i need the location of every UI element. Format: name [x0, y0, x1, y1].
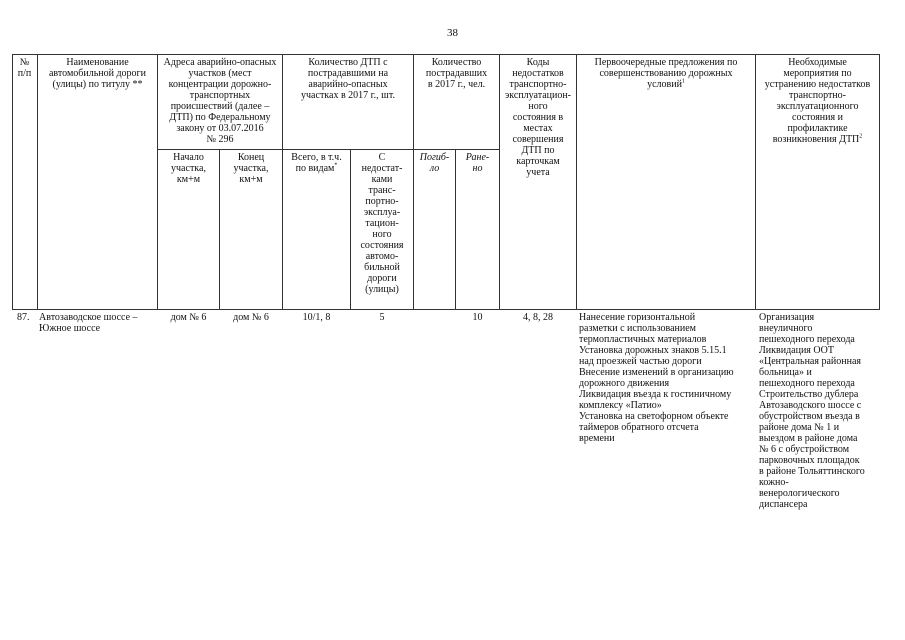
row-total: 10/1, 8 [302, 312, 331, 323]
col-border [12, 54, 13, 309]
row-proposals: Нанесение горизонтальной разметки с использованием термопластичных материалов Установка дорожных знаков 5.15.1 над проезжей частью дороги Внесение изменений в организацию дорожного движения Ликвидация въезда к гостиничному комплексу «Патио» Установка на светофорном объекте таймеров обратного отсчета времени [579, 312, 734, 444]
page-number: 38 [447, 27, 458, 39]
col-border [37, 54, 38, 309]
row-start: дом № 6 [170, 312, 207, 323]
header-dtp-defects: С недостат- ками транс- портно- эксплуа- тацион- ного состояния автомо- бильной дороги (улицы) [360, 152, 404, 295]
header-addresses: Адреса аварийно-опасных участков (мест концентрации дорожно- транспортных происшествий (далее – ДТП) по Федеральному закону от 03.07.2016 № 296 [163, 57, 277, 145]
header-dtp-total [283, 152, 350, 174]
header-measures [756, 57, 879, 145]
header-proposals-footnote: 1 [681, 78, 685, 85]
row-road: Автозаводское шоссе – Южное шоссе [39, 312, 138, 334]
col-border [576, 54, 577, 309]
header-num: № п/п [17, 57, 32, 79]
header-dtp-count: Количество ДТП с пострадавшими на аварийно-опасных участках в 2017 г., шт. [301, 57, 395, 101]
col-border [879, 54, 880, 309]
header-road-name: Наименование автомобильной дороги (улицы) по титулу ** [48, 57, 147, 90]
row-end: дом № 6 [233, 312, 269, 323]
subheader-line-victims [413, 149, 499, 150]
header-bottom-border [12, 309, 880, 310]
table-top-border [12, 54, 880, 55]
header-victims: Количество пострадавших в 2017 г., чел. [425, 57, 488, 90]
header-victims-injured: Ране- но [465, 152, 490, 174]
header-victims-dead: Погиб- ло [419, 152, 450, 174]
row-measures: Организация внеуличного пешеходного перехода Ликвидация ООТ «Центральная районная больница» и пешеходного перехода Строительство дублера Автозаводского шоссе с обустройством въезда в районе дома № 1 и выездом в районе дома № 6 с обустройством парковочных площадок в районе Тольяттинского кожно- венерологического диспансера [759, 312, 865, 510]
header-proposals [577, 57, 755, 90]
header-codes: Коды недостатков транспортно- эксплуатацион- ного состояния в местах совершения ДТП по карточкам учета [504, 57, 572, 178]
row-defects: 5 [379, 312, 385, 323]
header-dtp-total-text: Всего, в т.ч. по видам [291, 152, 342, 174]
subheader-line-left [157, 149, 413, 150]
row-codes: 4, 8, 28 [523, 312, 553, 323]
row-injured: 10 [472, 312, 483, 323]
header-proposals-text: Первоочередные предложения по совершенствованию дорожных условий [594, 57, 738, 90]
header-addr-start: Начало участка, км+м [171, 152, 206, 185]
header-addr-end: Конец участка, км+м [233, 152, 269, 185]
header-measures-text: Необходимые мероприятия по устранению недостатков транспортно- эксплуатационного состояния и профилактике возникновения ДТП [764, 57, 871, 145]
row-num: 87. [17, 312, 30, 323]
col-border [413, 54, 414, 309]
header-dtp-total-footnote: * [334, 162, 338, 169]
header-measures-footnote: 2 [859, 133, 863, 140]
